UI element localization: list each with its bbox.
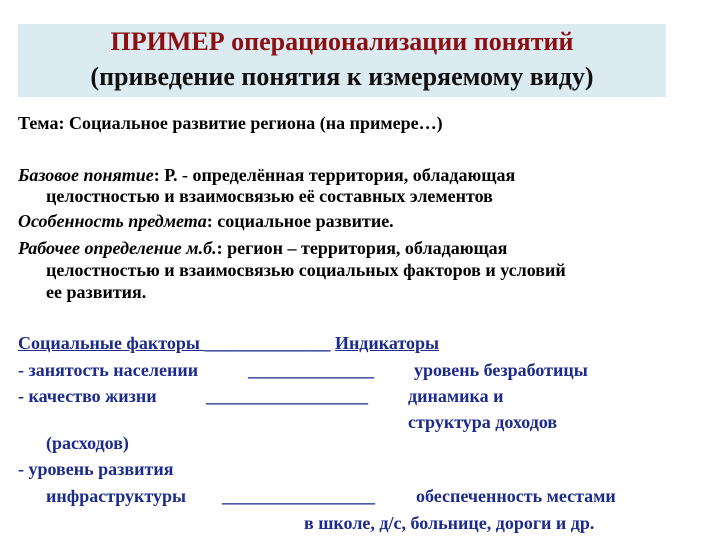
row3-factor-line1: - уровень развития [18, 459, 174, 479]
table-header [18, 332, 439, 354]
base-concept-text: : Р. - определённая территория, обладающая [153, 165, 516, 185]
header-dashes: ______________ [204, 333, 335, 353]
row2-dashes: __________________ [206, 386, 368, 406]
subject-feature-text: : социальное развитие. [206, 211, 394, 231]
row2-indicator-line3: (расходов) [46, 433, 129, 453]
base-concept-continuation: целостностью и взаимосвязью её составных элементов [46, 186, 493, 206]
base-concept-label: Базовое понятие [18, 165, 154, 185]
header-indicators: Индикаторы [334, 333, 440, 353]
working-definition-line2: целостностью и взаимосвязью социальных факторов и условий [46, 260, 566, 280]
row1-indicator: уровень безработицы [414, 360, 588, 380]
row1-dashes: ______________ [248, 360, 374, 380]
working-definition-label: Рабочее определение м.б. [18, 238, 217, 258]
row1-factor: - занятость населении [18, 360, 199, 380]
slide-subtitle: (приведение понятия к измеряемому виду) [90, 62, 594, 91]
row3-indicator-line1: обеспеченность местами [416, 486, 616, 506]
slide-title: ПРИМЕР операционализации понятий [110, 27, 574, 56]
row2-indicator-line2: структура доходов [408, 412, 558, 432]
row2-factor: - качество жизни [18, 386, 157, 406]
header-factors: Социальные факторы [18, 333, 205, 353]
working-definition [18, 237, 507, 259]
topic-line: Тема: Социальное развитие региона (на примере…) [18, 113, 443, 133]
row3-dashes: _________________ [222, 486, 375, 506]
working-definition-line3: ее развития. [46, 282, 147, 302]
subject-feature-label: Особенность предмета [18, 211, 207, 231]
row2-indicator-line1: динамика и [408, 386, 504, 406]
working-definition-text: : регион – территория, обладающая [216, 238, 508, 258]
row3-factor-line2: инфраструктуры [46, 486, 187, 506]
subject-feature [18, 210, 394, 232]
row3-indicator-line2: в школе, д/с, больнице, дороги и др. [304, 513, 595, 533]
base-concept [18, 164, 515, 186]
